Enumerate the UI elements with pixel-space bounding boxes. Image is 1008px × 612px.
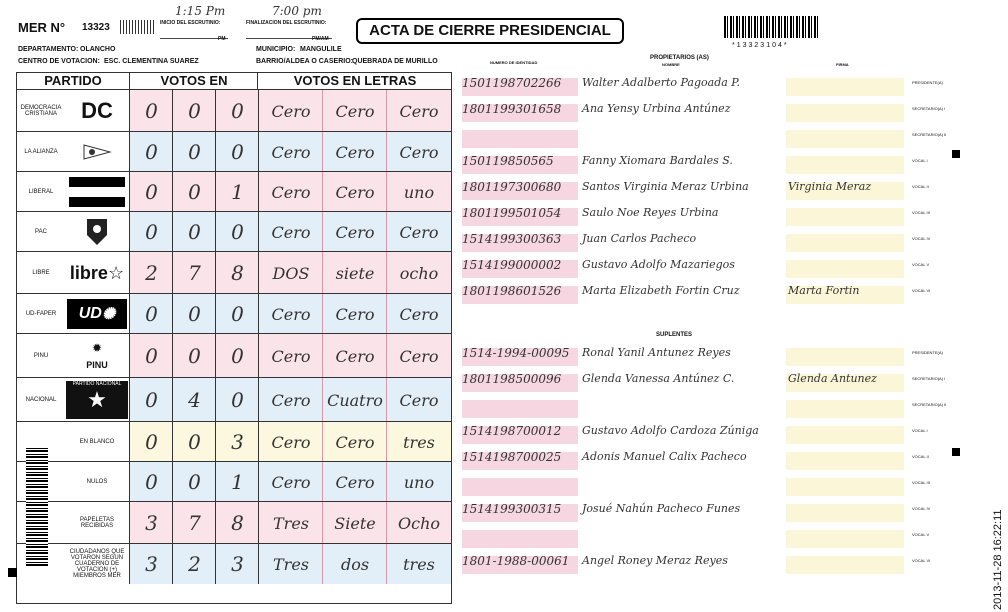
member-role: SECRETARIO(A) I [912, 106, 946, 111]
vote-digit: 1 [215, 462, 259, 502]
vote-digit: 0 [172, 294, 216, 334]
vote-digit: 4 [172, 378, 216, 422]
vote-word: Cero [322, 172, 387, 212]
inicio-value: 1:15 Pm [175, 4, 226, 18]
member-row [462, 448, 904, 466]
member-signature: Glenda Antunez [788, 372, 877, 385]
vote-digit: 0 [172, 172, 216, 212]
member-role: VOCAL II [912, 184, 929, 189]
party-row [17, 501, 451, 544]
vote-digit: 0 [129, 462, 173, 502]
member-id: 1514199300363 [462, 232, 562, 246]
liberal-flag-icon [69, 177, 125, 207]
party-row [17, 421, 451, 462]
member-id: 1801199301658 [462, 102, 562, 116]
nombre-label: NOMBRE [662, 62, 680, 67]
vote-word: Cero [386, 90, 451, 132]
party-row [17, 377, 451, 422]
vote-digit: 0 [129, 132, 173, 172]
member-id: 1514198700012 [462, 424, 562, 438]
member-role: SECRETARIO(A) II [912, 132, 947, 137]
member-id [462, 474, 576, 492]
member-id: 1501198702266 [462, 76, 562, 90]
vote-word: Cero [258, 422, 323, 462]
mer-label: MER N° [18, 20, 66, 35]
party-row [17, 211, 451, 252]
registration-mark-icon [8, 568, 17, 577]
vote-word: uno [386, 172, 451, 212]
party-logo [65, 378, 129, 422]
member-name: Gustavo Adolfo Cardoza Zúniga [582, 424, 759, 437]
vote-word: tres [386, 544, 451, 584]
member-role: VOCAL IV [912, 506, 931, 511]
vote-digit: 0 [172, 90, 216, 132]
vote-word: Tres [258, 544, 323, 584]
party-row [17, 333, 451, 378]
col-header-partido: PARTIDO [44, 73, 102, 88]
party-label: PAC [35, 229, 47, 235]
star-icon: ★ [87, 387, 107, 412]
barrio-label: BARRIO/ALDEA O CASERIO: [256, 58, 353, 65]
vote-digit: 0 [215, 132, 259, 172]
member-signature: Virginia Meraz [788, 180, 872, 193]
pinu-logo-text: PINU [86, 360, 108, 370]
member-id: 1801-1988-00061 [462, 554, 570, 568]
vote-word: Cero [258, 294, 323, 334]
vote-word: Cero [322, 422, 387, 462]
party-logo [65, 252, 129, 294]
vote-digit: 0 [129, 212, 173, 252]
municipio-value: MANGULILE [300, 46, 342, 53]
vote-digit: 2 [172, 544, 216, 584]
party-row [17, 131, 451, 172]
vote-digit: 3 [215, 422, 259, 462]
votes-table [16, 72, 452, 604]
party-logo [65, 212, 129, 252]
firma-label: FIRMA [836, 62, 849, 67]
member-role: VOCAL I [912, 428, 928, 433]
member-name: Josué Nahún Pacheco Funes [582, 502, 741, 515]
vote-digit: 0 [215, 212, 259, 252]
vote-digit: 3 [129, 502, 173, 544]
party-label: DEMOCRACIA CRISTIANA [20, 105, 62, 117]
departamento-value: OLANCHO [80, 46, 116, 53]
vote-digit: 0 [129, 294, 173, 334]
vote-word: Cero [258, 172, 323, 212]
member-row [462, 230, 904, 248]
party-label: NACIONAL [25, 397, 57, 403]
party-row [17, 251, 451, 294]
vote-digit: 0 [172, 422, 216, 462]
party-label: LA ALIANZA [24, 149, 58, 155]
dc-logo-icon: DC [81, 98, 113, 123]
vote-word: Cero [386, 294, 451, 334]
member-id: 1801197300680 [462, 180, 562, 194]
member-name: Walter Adalberto Pagoada P. [582, 76, 740, 89]
party-row [17, 461, 451, 502]
member-id: 1514-1994-00095 [462, 346, 570, 360]
party-row [17, 89, 451, 132]
pac-logo-icon [84, 217, 110, 247]
vote-digit: 2 [129, 252, 173, 294]
member-row [462, 344, 904, 362]
vote-digit: 0 [129, 334, 173, 378]
libre-logo-icon: libre [69, 262, 108, 283]
vote-word: Cero [258, 132, 323, 172]
member-id: 150119850565 [462, 154, 554, 168]
member-id: 1801198500096 [462, 372, 562, 386]
member-role: VOCAL V [912, 532, 930, 537]
timestamp: 2013-11-28 16:22:11 [992, 509, 1004, 610]
vote-digit: 0 [215, 334, 259, 378]
ud-logo-icon: UD [78, 305, 102, 322]
registration-mark-icon [952, 150, 960, 158]
vote-word: Cero [258, 334, 323, 378]
party-label: EN BLANCO [79, 439, 115, 445]
member-name: Glenda Vanessa Antúnez C. [582, 372, 735, 385]
inicio-label: INICIO DEL ESCRUTINIO: [160, 20, 221, 26]
vote-digit: 0 [129, 378, 173, 422]
member-role: VOCAL V [912, 262, 930, 267]
member-role: PRESIDENTE(A) [912, 350, 943, 355]
vote-word: tres [386, 422, 451, 462]
party-row [17, 543, 451, 584]
vote-word: Cero [386, 378, 451, 422]
vote-digit: 0 [129, 422, 173, 462]
suplentes-label: SUPLENTES [656, 332, 693, 338]
vote-word: Cero [322, 90, 387, 132]
pinu-icon: ✹ [91, 341, 103, 355]
centro-value: ESC. CLEMENTINA SUAREZ [104, 58, 199, 65]
vote-digit: 0 [129, 172, 173, 212]
departamento-label: DEPARTAMENTO: [18, 46, 79, 53]
member-row [462, 526, 904, 544]
member-role: VOCAL IV [912, 236, 931, 241]
id-col-label: NUMERO DE IDENTIDAD [490, 60, 538, 65]
alianza-logo-icon [82, 141, 112, 163]
mer-number: 13323 [82, 22, 110, 33]
member-row [462, 178, 904, 196]
vote-word: Cero [258, 90, 323, 132]
party-label: LIBERAL [28, 189, 54, 195]
vote-digit: 0 [215, 294, 259, 334]
vote-digit: 0 [172, 132, 216, 172]
member-row [462, 370, 904, 388]
member-role: VOCAL VI [912, 288, 931, 293]
member-name: Angel Roney Meraz Reyes [582, 554, 728, 567]
vote-word: Cero [386, 334, 451, 378]
star-icon: ☆ [107, 262, 125, 283]
vote-word: Cero [258, 378, 323, 422]
vote-word: Cero [386, 212, 451, 252]
party-row [17, 293, 451, 334]
member-role: VOCAL I [912, 158, 928, 163]
member-name: Ronal Yanil Antunez Reyes [582, 346, 731, 359]
member-id: 1801199501054 [462, 206, 562, 220]
vote-digit: 1 [215, 172, 259, 212]
vote-word: Cero [322, 212, 387, 252]
member-row [462, 126, 904, 144]
vote-word: Cero [322, 462, 387, 502]
vote-word: Cero [322, 294, 387, 334]
member-row [462, 256, 904, 274]
member-id [462, 526, 576, 544]
pm-label-1: PM [218, 36, 226, 42]
final-value: 7:00 pm [272, 4, 322, 18]
party-logo [65, 172, 129, 212]
member-id [462, 126, 576, 144]
vote-digit: 8 [215, 502, 259, 544]
page-title: ACTA DE CIERRE PRESIDENCIAL [356, 18, 624, 44]
member-row [462, 74, 904, 92]
party-row [17, 171, 451, 212]
member-role: VOCAL III [912, 210, 930, 215]
member-row [462, 204, 904, 222]
member-id: 1514199300315 [462, 502, 562, 516]
member-id [462, 396, 576, 414]
vote-word: Ocho [386, 502, 451, 544]
vote-digit: 7 [172, 252, 216, 294]
party-logo [65, 334, 129, 378]
vote-digit: 0 [215, 378, 259, 422]
nacional-logo-text: PARTIDO NACIONAL [72, 381, 122, 387]
member-row [462, 422, 904, 440]
centro-label: CENTRO DE VOTACION: [18, 58, 100, 65]
member-row [462, 100, 904, 118]
sun-icon: ✺ [101, 306, 116, 323]
vote-digit: 7 [172, 502, 216, 544]
member-name: Ana Yensy Urbina Antúnez [582, 102, 731, 115]
member-role: VOCAL III [912, 480, 930, 485]
member-name: Marta Elizabeth Fortin Cruz [582, 284, 740, 297]
member-row [462, 282, 904, 300]
member-row [462, 474, 904, 492]
party-label: UD-FAPER [25, 311, 57, 317]
pm-label-2: PM/AM [312, 36, 329, 42]
side-barcode-icon [26, 446, 48, 566]
col-header-letras: VOTOS EN LETRAS [257, 73, 452, 89]
member-name: Juan Carlos Pacheco [582, 232, 697, 245]
vote-word: uno [386, 462, 451, 502]
vote-word: siete [322, 252, 387, 294]
vote-word: Cero [322, 132, 387, 172]
vote-digit: 3 [215, 544, 259, 584]
member-name: Santos Virginia Meraz Urbina [582, 180, 749, 193]
vote-word: Cero [322, 334, 387, 378]
member-id: 1801198601526 [462, 284, 562, 298]
party-label: CIUDADANOS QUE VOTARON SEGUN CUADERNO DE VOTACION (+) MIEMBROS MER [69, 549, 125, 579]
party-logo [65, 132, 129, 172]
barrio-value: QUEBRADA DE MURILLO [352, 58, 438, 65]
member-role: VOCAL VI [912, 558, 931, 563]
vote-digit: 0 [215, 90, 259, 132]
member-row [462, 552, 904, 570]
vote-word: Siete [322, 502, 387, 544]
vote-digit: 3 [129, 544, 173, 584]
member-role: VOCAL II [912, 454, 929, 459]
vote-word: Cero [258, 212, 323, 252]
vote-digit: 0 [172, 334, 216, 378]
member-signature: Marta Fortin [788, 284, 860, 297]
member-id: 1514199000002 [462, 258, 562, 272]
vote-word: Cuatro [322, 378, 387, 422]
party-logo [65, 294, 129, 334]
member-id: 1514198700025 [462, 450, 562, 464]
registration-mark-icon [952, 448, 960, 456]
party-label: NULOS [86, 479, 108, 485]
member-row [462, 152, 904, 170]
party-label: PAPELETAS RECIBIDAS [79, 517, 115, 529]
col-header-numeros: VOTOS EN [129, 73, 258, 89]
member-role: SECRETARIO(A) II [912, 402, 947, 407]
member-row [462, 396, 904, 414]
vote-digit: 0 [172, 462, 216, 502]
vote-word: Cero [386, 132, 451, 172]
vote-word: Tres [258, 502, 323, 544]
member-row [462, 500, 904, 518]
municipio-label: MUNICIPIO: [256, 46, 296, 53]
vote-digit: 0 [172, 212, 216, 252]
vote-word: ocho [386, 252, 451, 294]
barcode-icon [724, 16, 818, 38]
member-role: PRESIDENTE(A) [912, 80, 943, 85]
final-label: FINALIZACION DEL ESCRUTINIO: [246, 20, 327, 26]
propietarios-label: PROPIETARIOS (AS) [650, 55, 709, 61]
member-name: Fanny Xiomara Bardales S. [582, 154, 733, 167]
vote-word: Cero [258, 462, 323, 502]
member-name: Adonis Manuel Calix Pacheco [582, 450, 747, 463]
vote-word: DOS [258, 252, 323, 294]
member-name: Gustavo Adolfo Mazariegos [582, 258, 735, 271]
small-logo-icon [120, 20, 154, 34]
vote-digit: 8 [215, 252, 259, 294]
party-logo [65, 90, 129, 132]
vote-digit: 0 [129, 90, 173, 132]
member-role: SECRETARIO(A) I [912, 376, 946, 381]
member-name: Saulo Noe Reyes Urbina [582, 206, 719, 219]
barcode-text: *13323104* [732, 42, 789, 49]
party-label: LIBRE [32, 270, 50, 276]
party-label: PINU [33, 353, 49, 359]
vote-word: dos [322, 544, 387, 584]
